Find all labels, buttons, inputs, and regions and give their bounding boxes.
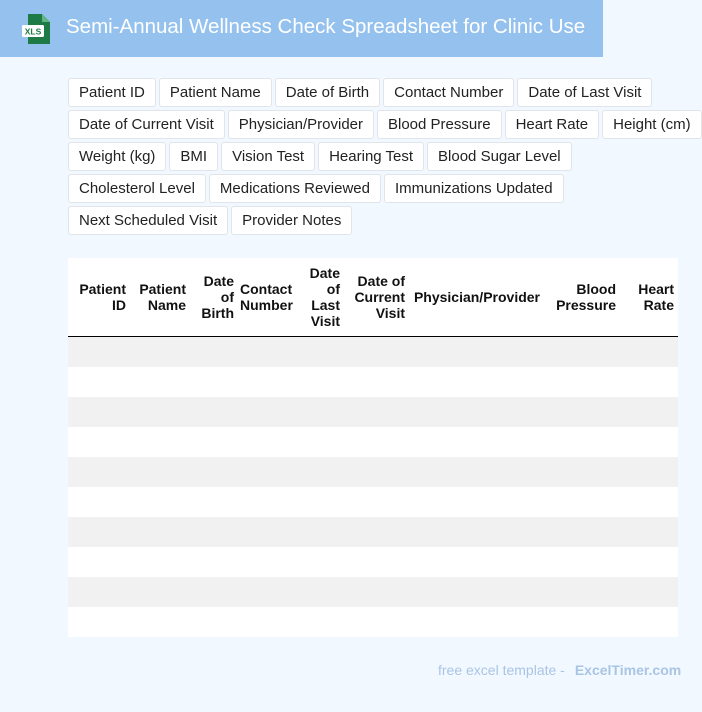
table-cell[interactable] <box>295 487 344 517</box>
table-cell[interactable] <box>238 427 295 457</box>
table-row <box>68 337 678 368</box>
xls-icon-label: XLS <box>24 26 42 37</box>
table-row <box>68 517 678 547</box>
table-cell[interactable] <box>130 517 190 547</box>
table-row <box>68 607 678 637</box>
column-header-text: Visit <box>310 313 340 329</box>
column-header[interactable] <box>68 258 130 337</box>
table-cell[interactable] <box>68 607 130 637</box>
table-cell[interactable] <box>190 547 238 577</box>
table-cell[interactable] <box>620 547 678 577</box>
column-header-text: of <box>326 281 340 297</box>
table-cell[interactable] <box>409 517 544 547</box>
table-cell[interactable] <box>344 337 409 368</box>
table-cell[interactable] <box>68 397 130 427</box>
table-cell[interactable] <box>130 427 190 457</box>
table-cell[interactable] <box>190 367 238 397</box>
table-cell[interactable] <box>344 487 409 517</box>
table-cell[interactable] <box>238 457 295 487</box>
column-header-text: Name <box>147 297 186 313</box>
field-chip[interactable]: Date of Current Visit <box>68 110 225 139</box>
column-header-text: Current <box>354 289 405 305</box>
table-cell[interactable] <box>620 517 678 547</box>
field-chip[interactable]: Immunizations Updated <box>384 174 564 203</box>
table-cell[interactable] <box>295 337 344 368</box>
footer-credit <box>438 662 681 678</box>
column-header[interactable] <box>544 258 620 337</box>
column-header-text: Physician/Provider <box>413 289 540 305</box>
column-header-text: Blood <box>576 281 616 297</box>
table-cell[interactable] <box>68 367 130 397</box>
table-cell[interactable] <box>409 367 544 397</box>
column-header[interactable] <box>295 258 344 337</box>
column-header-text: Date <box>203 273 234 289</box>
column-header-text: Visit <box>375 305 405 321</box>
table-cell[interactable] <box>130 487 190 517</box>
table-cell[interactable] <box>620 577 678 607</box>
table-cell[interactable] <box>344 427 409 457</box>
page-title: Semi-Annual Wellness Check Spreadsheet for Clinic Use <box>66 15 586 38</box>
table-cell[interactable] <box>620 397 678 427</box>
table-cell[interactable] <box>409 607 544 637</box>
table-row <box>68 457 678 487</box>
table-header-row <box>68 258 678 337</box>
table-cell[interactable] <box>130 457 190 487</box>
table-cell[interactable] <box>344 577 409 607</box>
field-chip[interactable]: Patient Name <box>159 78 272 107</box>
table-cell[interactable] <box>544 427 620 457</box>
field-chip[interactable]: Patient ID <box>68 78 156 107</box>
column-header-text: Date <box>309 265 340 281</box>
field-chip[interactable]: Next Scheduled Visit <box>68 206 228 235</box>
column-header[interactable] <box>620 258 678 337</box>
table-cell[interactable] <box>295 547 344 577</box>
field-chip[interactable]: Blood Sugar Level <box>427 142 572 171</box>
table-cell[interactable] <box>620 337 678 368</box>
header-banner <box>0 0 603 57</box>
table-cell[interactable] <box>344 547 409 577</box>
field-chip[interactable]: Provider Notes <box>231 206 352 235</box>
table-cell[interactable] <box>130 337 190 368</box>
table-cell[interactable] <box>544 607 620 637</box>
table-cell[interactable] <box>190 397 238 427</box>
table-cell[interactable] <box>544 457 620 487</box>
table-cell[interactable] <box>238 367 295 397</box>
column-header-text: ID <box>112 297 126 313</box>
table-cell[interactable] <box>344 397 409 427</box>
table-cell[interactable] <box>409 337 544 368</box>
chip-row <box>68 110 702 138</box>
table-cell[interactable] <box>544 517 620 547</box>
column-header-text: Birth <box>201 305 234 321</box>
column-header-text: Rate <box>643 297 674 313</box>
table-cell[interactable] <box>620 427 678 457</box>
table-cell[interactable] <box>238 337 295 368</box>
column-header-text: Patient <box>79 281 126 297</box>
table-cell[interactable] <box>409 457 544 487</box>
table-cell[interactable] <box>190 607 238 637</box>
column-header-text: Contact <box>240 281 293 297</box>
xls-file-icon <box>22 14 50 44</box>
table-cell[interactable] <box>190 487 238 517</box>
table-cell[interactable] <box>295 577 344 607</box>
field-chip[interactable]: Heart Rate <box>505 110 600 139</box>
table-cell[interactable] <box>68 577 130 607</box>
field-chip[interactable]: Date of Birth <box>275 78 380 107</box>
table-cell[interactable] <box>68 457 130 487</box>
data-table <box>68 258 678 637</box>
table-cell[interactable] <box>620 457 678 487</box>
field-chip[interactable]: Height (cm) <box>602 110 702 139</box>
field-chip[interactable]: Hearing Test <box>318 142 424 171</box>
footer-brand-link[interactable]: ExcelTimer.com <box>574 662 682 678</box>
column-header[interactable] <box>190 258 238 337</box>
field-chip-list <box>68 78 702 238</box>
table-cell[interactable] <box>409 487 544 517</box>
table-cell[interactable] <box>68 427 130 457</box>
table-cell[interactable] <box>344 457 409 487</box>
table-cell[interactable] <box>68 517 130 547</box>
table-cell[interactable] <box>544 367 620 397</box>
table-cell[interactable] <box>409 427 544 457</box>
table-cell[interactable] <box>409 547 544 577</box>
table-cell[interactable] <box>238 397 295 427</box>
field-chip[interactable]: Medications Reviewed <box>209 174 381 203</box>
table-cell[interactable] <box>130 367 190 397</box>
chip-row <box>68 206 702 234</box>
table-cell[interactable] <box>130 397 190 427</box>
field-chip[interactable]: Physician/Provider <box>228 110 374 139</box>
table-cell[interactable] <box>130 577 190 607</box>
table-cell[interactable] <box>68 337 130 368</box>
table-cell[interactable] <box>620 367 678 397</box>
table-cell[interactable] <box>238 577 295 607</box>
table-cell[interactable] <box>344 607 409 637</box>
field-chip[interactable]: Blood Pressure <box>377 110 502 139</box>
table-cell[interactable] <box>544 397 620 427</box>
table-cell[interactable] <box>190 427 238 457</box>
table-cell[interactable] <box>190 337 238 368</box>
column-header-text: of <box>220 289 234 305</box>
field-chip[interactable]: Vision Test <box>221 142 315 171</box>
table-cell[interactable] <box>295 427 344 457</box>
field-chip[interactable]: Weight (kg) <box>68 142 166 171</box>
table-cell[interactable] <box>295 397 344 427</box>
table-cell[interactable] <box>344 367 409 397</box>
table-cell[interactable] <box>238 487 295 517</box>
table-row <box>68 577 678 607</box>
table-cell[interactable] <box>295 367 344 397</box>
table-cell[interactable] <box>295 457 344 487</box>
table-cell[interactable] <box>190 457 238 487</box>
table-cell[interactable] <box>409 577 544 607</box>
table-cell[interactable] <box>544 487 620 517</box>
footer-text: free excel template - <box>438 662 565 678</box>
field-chip[interactable]: BMI <box>169 142 218 171</box>
table-cell[interactable] <box>68 487 130 517</box>
column-header[interactable] <box>409 258 544 337</box>
table-cell[interactable] <box>238 517 295 547</box>
table-row <box>68 367 678 397</box>
table-row <box>68 547 678 577</box>
chip-row <box>68 142 702 170</box>
table-row <box>68 487 678 517</box>
column-header-text: Last <box>311 297 340 313</box>
table-cell[interactable] <box>544 337 620 368</box>
column-header-text: Pressure <box>556 297 616 313</box>
column-header-text: Date of <box>357 273 405 289</box>
table-cell[interactable] <box>190 577 238 607</box>
table-cell[interactable] <box>344 517 409 547</box>
table-cell[interactable] <box>295 517 344 547</box>
table-cell[interactable] <box>620 607 678 637</box>
table-cell[interactable] <box>130 607 190 637</box>
column-header[interactable] <box>130 258 190 337</box>
field-chip[interactable]: Cholesterol Level <box>68 174 206 203</box>
table-cell[interactable] <box>130 547 190 577</box>
table-cell[interactable] <box>620 487 678 517</box>
table-row <box>68 397 678 427</box>
column-header-text: Heart <box>638 281 674 297</box>
chip-row <box>68 174 702 202</box>
field-chip[interactable]: Date of Last Visit <box>517 78 652 107</box>
table-row <box>68 427 678 457</box>
table-cell[interactable] <box>409 397 544 427</box>
table-cell[interactable] <box>544 577 620 607</box>
column-header[interactable] <box>238 258 295 337</box>
table-cell[interactable] <box>238 547 295 577</box>
table-cell[interactable] <box>68 547 130 577</box>
table-cell[interactable] <box>190 517 238 547</box>
table-cell[interactable] <box>238 607 295 637</box>
table-cell[interactable] <box>295 607 344 637</box>
column-header-text: Patient <box>139 281 186 297</box>
table-cell[interactable] <box>544 547 620 577</box>
column-header[interactable] <box>344 258 409 337</box>
field-chip[interactable]: Contact Number <box>383 78 514 107</box>
column-header-text: Number <box>240 297 293 313</box>
chip-row <box>68 78 702 106</box>
